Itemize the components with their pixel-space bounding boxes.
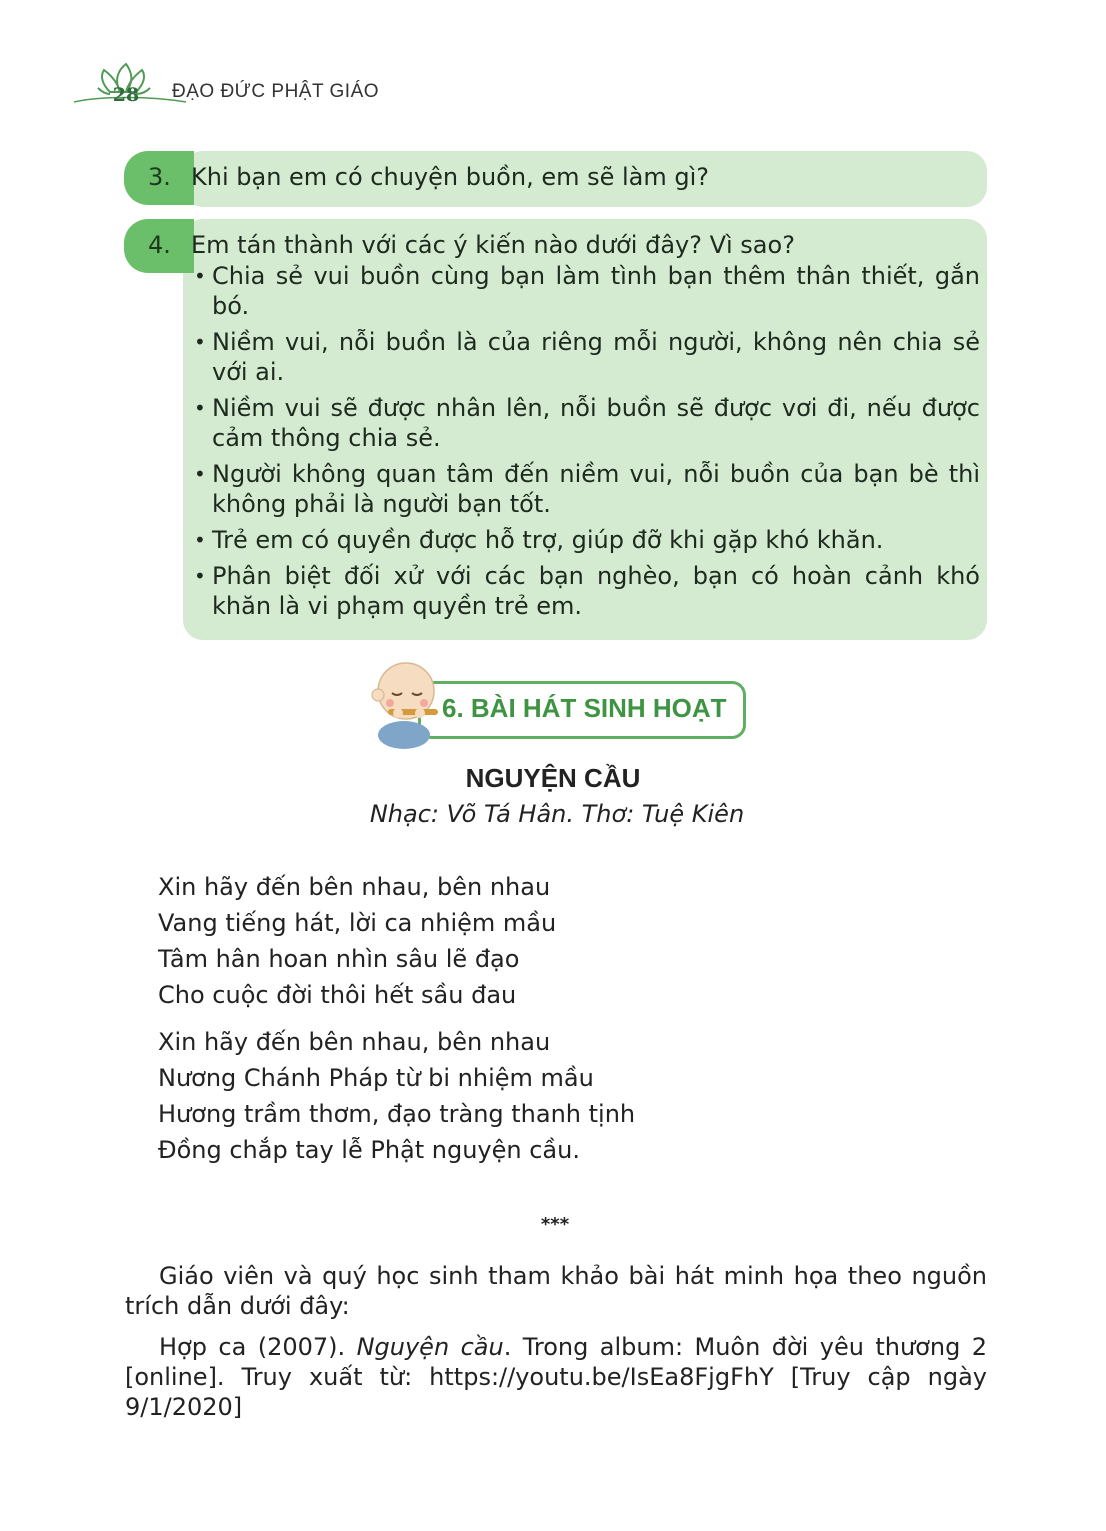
citation-prefix: Hợp ca (2007). (159, 1333, 357, 1361)
lyric-line: Xin hãy đến bên nhau, bên nhau (158, 873, 551, 901)
song-stanza-2 (158, 1024, 635, 1168)
page-number: 28 (112, 84, 140, 106)
separator: *** (540, 1214, 570, 1235)
question-text: Khi bạn em có chuyện buồn, em sẽ làm gì? (191, 163, 710, 191)
bullet-icon: • (194, 264, 206, 288)
lyric-line: Xin hãy đến bên nhau, bên nhau (158, 1028, 551, 1056)
citation-title: Nguyện cầu (356, 1333, 504, 1361)
question-number: 3. (148, 163, 171, 191)
bullet-icon: • (194, 564, 206, 588)
lyric-line: Nương Chánh Pháp từ bi nhiệm mầu (158, 1064, 594, 1092)
lyric-line: Hương trầm thơm, đạo tràng thanh tịnh (158, 1100, 636, 1128)
reference-intro: Giáo viên và quý học sinh tham khảo bài hát minh họa theo nguồn trích dẫn dưới đây: (125, 1262, 987, 1320)
citation-rest: . Trong album: Muôn đời yêu thương 2 [online]. Truy xuất từ: https://youtu.be/IsEa8FjgFhY [Truy cập ngày 9/1/2020] (125, 1333, 987, 1421)
question-text: Em tán thành với các ý kiến nào dưới đây? Vì sao? (191, 231, 795, 259)
bullet-icon: • (194, 396, 206, 420)
opinion-item: • Chia sẻ vui buồn cùng bạn làm tình bạn thêm thân thiết, gắn bó. (194, 262, 980, 320)
section-header (366, 655, 746, 750)
page-header (70, 62, 470, 112)
opinion-item: • Phân biệt đối xử với các bạn nghèo, bạn có hoàn cảnh khó khăn là vi phạm quyền trẻ em. (194, 562, 980, 620)
song-title: NGUYỆN CẦU (465, 763, 641, 793)
opinion-item: • Niềm vui, nỗi buồn là của riêng mỗi người, không nên chia sẻ với ai. (194, 328, 980, 386)
bullet-icon: • (194, 528, 206, 552)
lyric-line: Cho cuộc đời thôi hết sầu đau (158, 981, 517, 1009)
song-stanza-1 (158, 869, 556, 1013)
lyric-line: Đồng chắp tay lễ Phật nguyện cầu. (158, 1136, 580, 1164)
opinion-list (194, 261, 980, 627)
section-title: 6. BÀI HÁT SINH HOẠT (442, 693, 727, 723)
song-credit: Nhạc: Võ Tá Hân. Thơ: Tuệ Kiên (369, 800, 745, 828)
bullet-icon: • (194, 330, 206, 354)
question-number: 4. (148, 231, 171, 259)
reference-citation (125, 1332, 987, 1422)
bullet-icon: • (194, 462, 206, 486)
question-box-3 (124, 151, 987, 207)
opinion-item: • Niềm vui sẽ được nhân lên, nỗi buồn sẽ được vơi đi, nếu được cảm thông chia sẻ. (194, 394, 980, 452)
opinion-item: • Người không quan tâm đến niềm vui, nỗi buồn của bạn bè thì không phải là người bạn tốt. (194, 460, 980, 518)
question-box-4 (124, 219, 987, 640)
opinion-item: • Trẻ em có quyền được hỗ trợ, giúp đỡ khi gặp khó khăn. (194, 526, 884, 554)
lyric-line: Vang tiếng hát, lời ca nhiệm mầu (158, 909, 557, 937)
book-title: ĐẠO ĐỨC PHẬT GIÁO (172, 81, 380, 102)
lyric-line: Tâm hân hoan nhìn sâu lẽ đạo (158, 945, 520, 973)
